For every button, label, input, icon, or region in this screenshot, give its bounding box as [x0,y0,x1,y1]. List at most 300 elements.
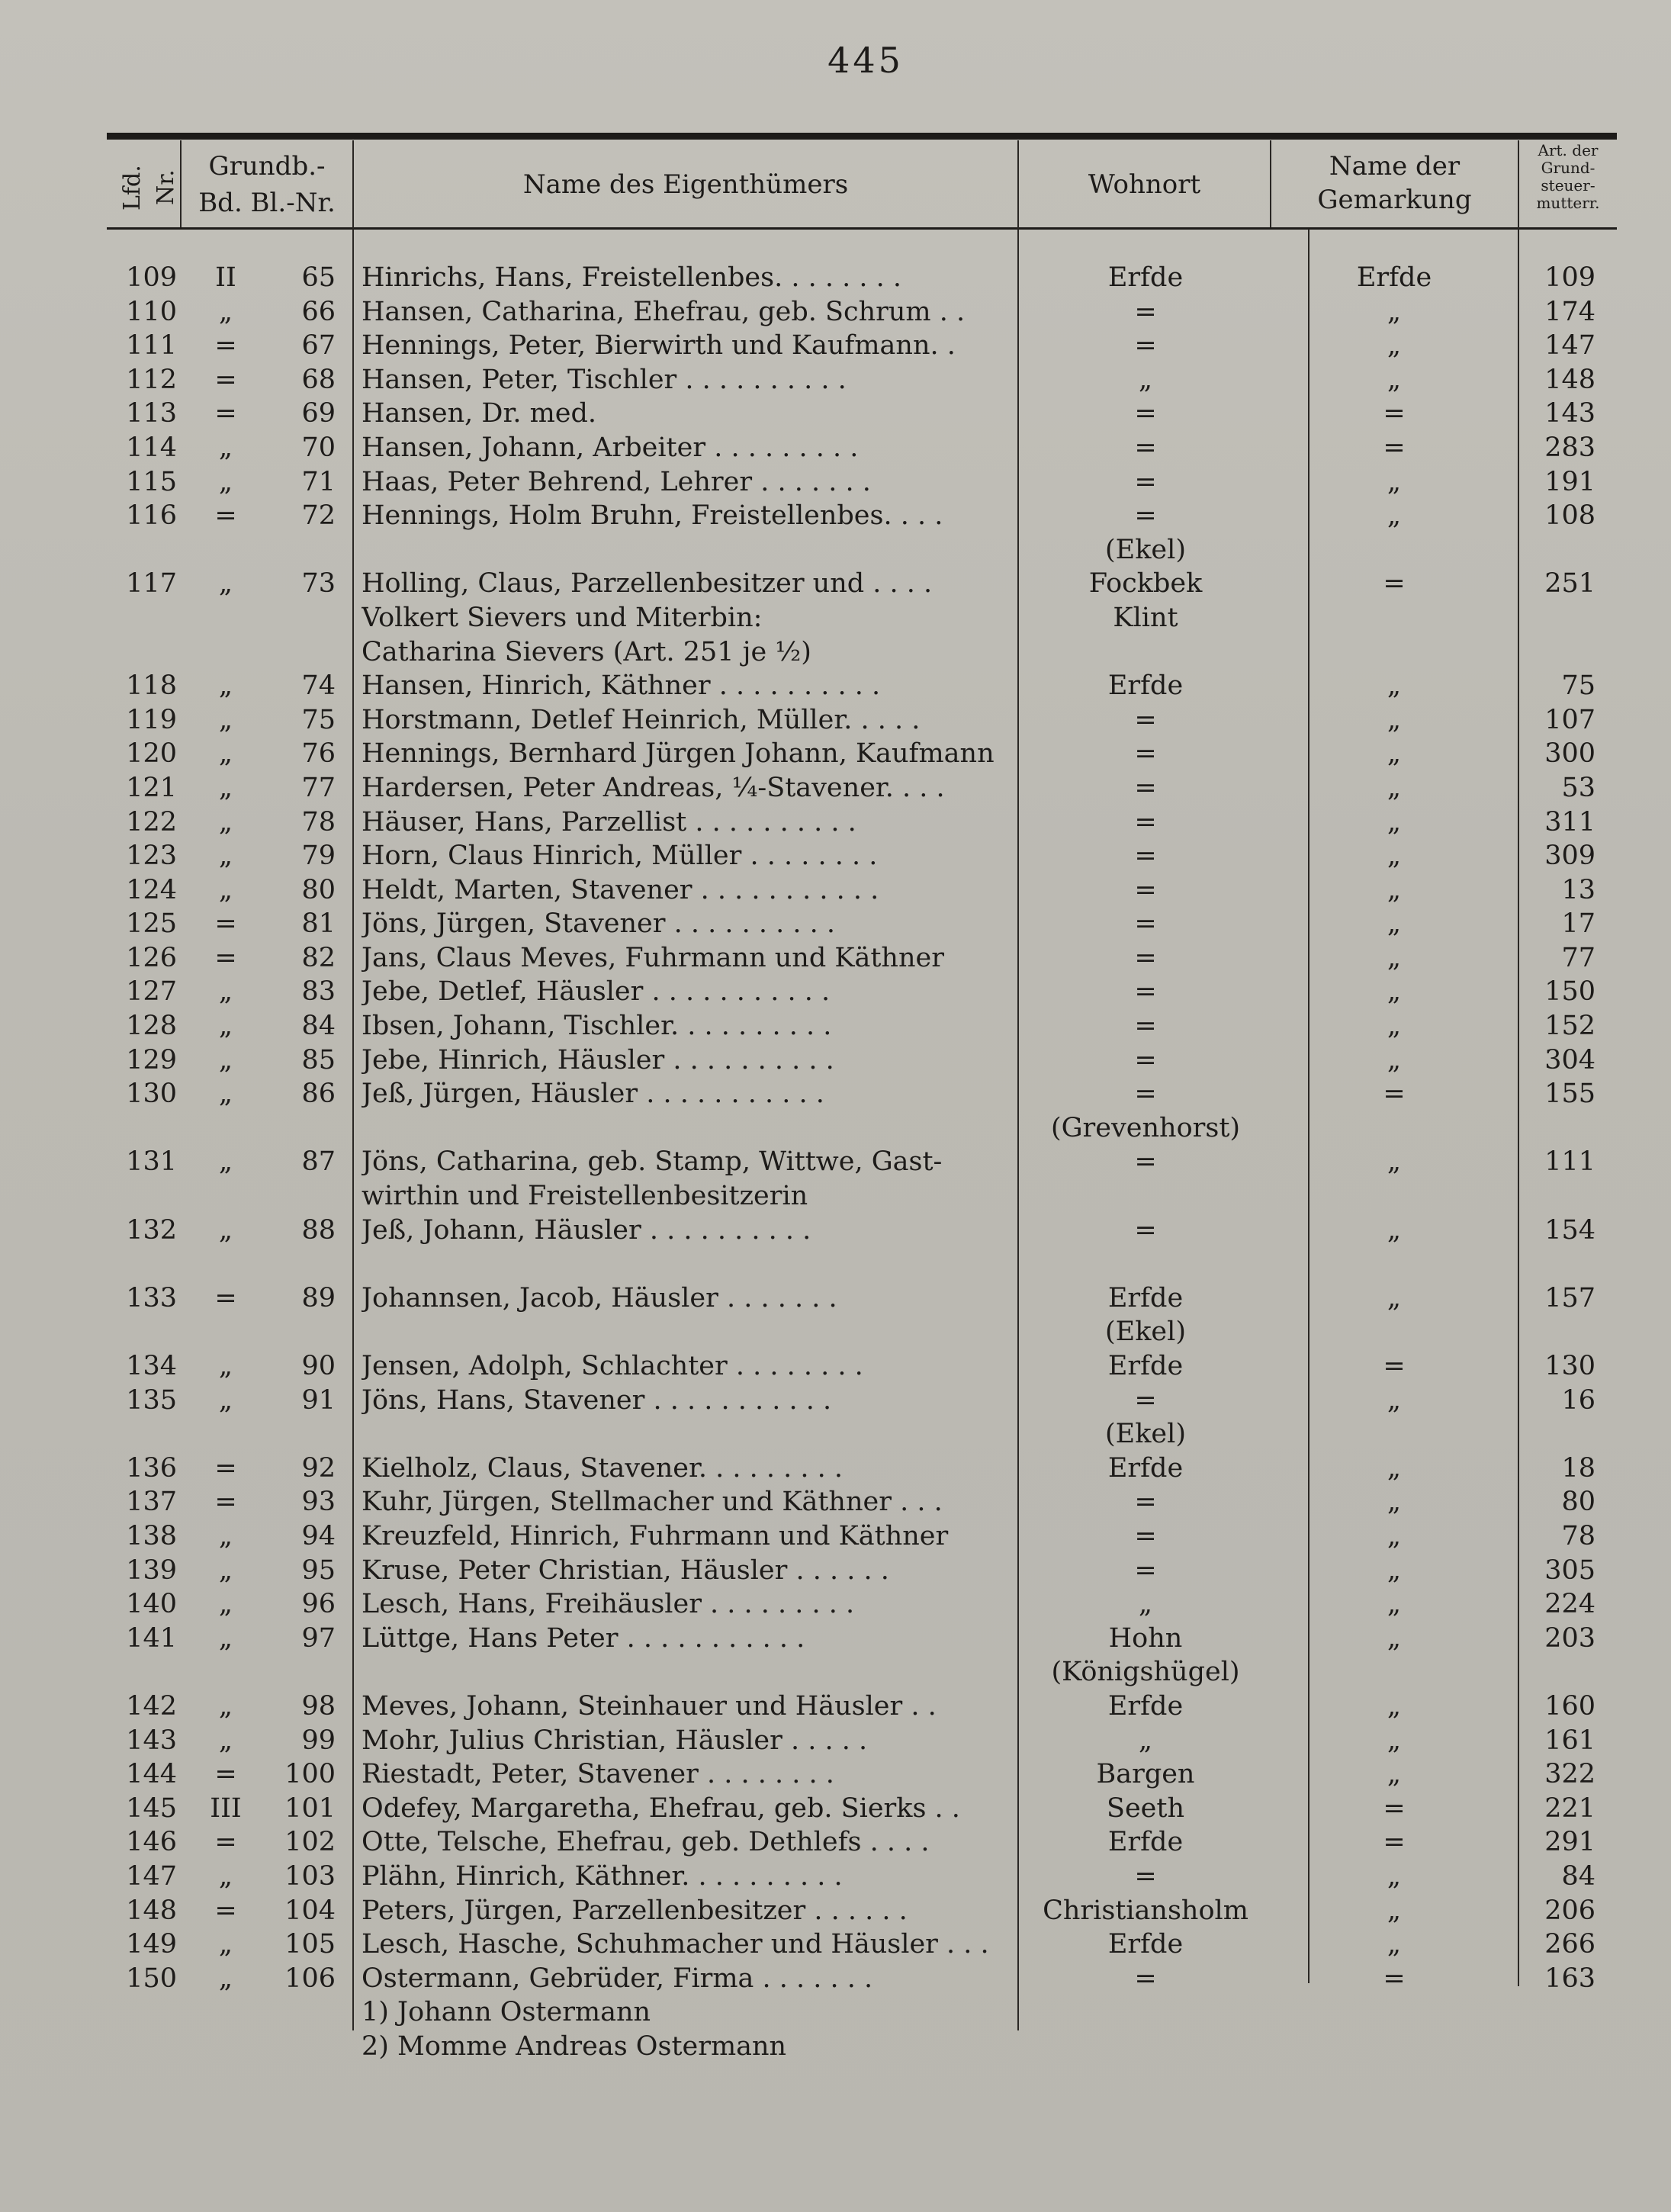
cell-gemarkung: = [1383,398,1406,429]
table-row [0,1349,1671,1384]
cell-artikel: 283 [1544,432,1595,463]
header-artikel-line3: steuer- [1541,176,1595,195]
cell-wohnort: Seeth [1106,1792,1184,1824]
cell-wohnort: (Ekel) [1105,534,1186,565]
cell-grundbuch-band: „ [218,1555,233,1586]
cell-owner-name: Jöns, Jürgen, Stavener . . . . . . . . . . [362,908,835,940]
cell-gemarkung: „ [1387,908,1402,940]
cell-owner-name: Volkert Sievers und Miterbin: [362,602,763,633]
table-row [0,261,1671,295]
cell-gemarkung: „ [1387,1622,1402,1654]
cell-grundbuch-band: „ [218,806,233,838]
cell-gemarkung: = [1383,1351,1406,1381]
cell-lfd-nr: 127 [126,976,177,1008]
cell-grundbuch-band: „ [218,1044,233,1075]
cell-wohnort: = [1134,908,1157,940]
cell-owner-name: Haas, Peter Behrend, Lehrer . . . . . . . [362,466,871,497]
cell-gemarkung: = [1383,432,1406,463]
cell-artikel: 13 [1561,874,1595,905]
cell-grundbuch-blatt: 93 [301,1487,336,1518]
cell-artikel: 221 [1544,1792,1595,1824]
cell-lfd-nr: 123 [126,841,177,872]
header-name: Name des Eigenthümers [522,169,849,200]
table-row [0,1214,1671,1248]
cell-grundbuch-blatt: 98 [301,1690,336,1722]
cell-grundbuch-band: „ [218,704,233,735]
cell-gemarkung: Erfde [1356,262,1432,293]
cell-wohnort: Erfde [1107,1282,1184,1313]
cell-lfd-nr: 122 [126,806,177,838]
cell-grundbuch-blatt: 85 [301,1044,336,1075]
table-row [0,1315,1671,1349]
cell-wohnort: Bargen [1096,1759,1195,1790]
cell-grundbuch-band: „ [218,1214,233,1246]
cell-grundbuch-blatt: 97 [301,1622,336,1654]
table-row [0,1111,1671,1146]
cell-owner-name: Kuhr, Jürgen, Stellmacher und Käthner . . . [362,1487,943,1518]
cell-grundbuch-band: „ [218,772,233,803]
cell-grundbuch-blatt: 89 [301,1282,336,1313]
cell-wohnort: = [1134,1520,1157,1551]
table-row [0,1724,1671,1758]
cell-lfd-nr: 129 [126,1044,177,1075]
cell-artikel: 108 [1544,500,1595,532]
cell-lfd-nr: 112 [126,364,177,395]
cell-gemarkung: „ [1387,772,1402,803]
cell-gemarkung: „ [1387,1555,1402,1586]
cell-lfd-nr: 131 [126,1146,177,1178]
table-row [0,465,1671,500]
cell-lfd-nr: 137 [126,1487,177,1518]
cell-grundbuch-band: = [214,330,237,362]
cell-artikel: 53 [1561,772,1595,803]
table-row [0,1519,1671,1554]
cell-wohnort: = [1134,330,1157,362]
cell-artikel: 143 [1544,398,1595,429]
cell-artikel: 148 [1544,364,1595,395]
cell-artikel: 80 [1561,1487,1595,1518]
table-row [0,1757,1671,1792]
table-row [0,1690,1671,1724]
cell-owner-name: Jeß, Jürgen, Häusler . . . . . . . . . . . [362,1079,824,1110]
cell-grundbuch-band: „ [218,1860,233,1892]
cell-grundbuch-band: = [214,942,237,973]
cell-owner-name: Jebe, Detlef, Häusler . . . . . . . . . . . [362,976,831,1008]
cell-gemarkung: „ [1387,1452,1402,1484]
cell-grundbuch-blatt: 69 [301,398,336,429]
cell-owner-name: Hardersen, Peter Andreas, ¼-Stavener. . . . [362,772,945,803]
cell-artikel: 150 [1544,976,1595,1008]
cell-wohnort: = [1134,1011,1157,1042]
cell-grundbuch-blatt: 87 [301,1146,336,1178]
cell-gemarkung: „ [1387,1146,1402,1178]
cell-grundbuch-blatt: 102 [284,1827,336,1858]
table-row [0,1009,1671,1043]
cell-artikel: 266 [1544,1929,1595,1960]
cell-grundbuch-blatt: 88 [301,1214,336,1246]
cell-grundbuch-band: = [214,1827,237,1858]
cell-lfd-nr: 143 [126,1725,177,1756]
table-row [0,669,1671,703]
cell-grundbuch-blatt: 77 [301,772,336,803]
cell-grundbuch-blatt: 79 [301,841,336,872]
cell-grundbuch-blatt: 76 [301,738,336,770]
cell-gemarkung: „ [1387,806,1402,838]
cell-owner-name: Hinrichs, Hans, Freistellenbes. . . . . . . . [362,262,901,293]
cell-wohnort: (Ekel) [1105,1419,1186,1450]
cell-lfd-nr: 147 [126,1860,177,1892]
cell-wohnort: Erfde [1107,262,1184,293]
cell-grundbuch-band: „ [218,670,233,702]
cell-lfd-nr: 114 [126,432,177,463]
table-row [0,1655,1671,1690]
cell-wohnort: = [1134,738,1157,770]
cell-grundbuch-band: „ [218,1146,233,1178]
cell-gemarkung: „ [1387,874,1402,905]
cell-lfd-nr: 132 [126,1214,177,1246]
cell-owner-name: Kreuzfeld, Hinrich, Fuhrmann und Käthner [362,1520,949,1551]
cell-gemarkung: „ [1387,1690,1402,1722]
cell-wohnort: = [1134,704,1157,735]
cell-lfd-nr: 117 [126,568,177,600]
cell-grundbuch-blatt: 67 [301,330,336,362]
table-row [0,1825,1671,1860]
cell-gemarkung: „ [1387,670,1402,702]
cell-artikel: 305 [1544,1555,1595,1586]
cell-owner-name: Ostermann, Gebrüder, Firma . . . . . . . [362,1963,873,1994]
cell-wohnort: = [1134,1555,1157,1586]
cell-grundbuch-blatt: 100 [284,1759,336,1790]
cell-lfd-nr: 126 [126,942,177,973]
cell-wohnort: = [1134,976,1157,1008]
cell-wohnort: = [1134,1079,1157,1110]
cell-gemarkung: „ [1387,500,1402,532]
cell-grundbuch-band: = [214,1895,237,1926]
cell-artikel: 154 [1544,1214,1595,1246]
cell-wohnort: = [1134,841,1157,872]
table-row [0,1281,1671,1316]
cell-lfd-nr: 146 [126,1827,177,1858]
cell-owner-name: Hennings, Holm Bruhn, Freistellenbes. . . . [362,500,943,532]
cell-owner-name: Lüttge, Hans Peter . . . . . . . . . . . [362,1622,805,1654]
cell-grundbuch-blatt: 91 [301,1384,336,1416]
cell-owner-name: Lesch, Hans, Freihäusler . . . . . . . . . [362,1589,855,1620]
cell-grundbuch-band: = [214,1452,237,1484]
cell-grundbuch-blatt: 106 [284,1963,336,1994]
cell-wohnort: Erfde [1107,1827,1184,1858]
cell-grundbuch-band: „ [218,568,233,600]
cell-owner-name: Johannsen, Jacob, Häusler . . . . . . . [362,1282,837,1313]
cell-wohnort: „ [1138,1589,1153,1620]
cell-lfd-nr: 140 [126,1589,177,1620]
cell-grundbuch-band: „ [218,466,233,497]
cell-gemarkung: „ [1387,330,1402,362]
table-row [0,1145,1671,1179]
cell-owner-name: Odefey, Margaretha, Ehefrau, geb. Sierks . . [362,1792,960,1824]
header-artikel-line1: Art. der [1538,141,1599,159]
table-row [0,737,1671,771]
cell-grundbuch-band: = [214,1759,237,1790]
cell-grundbuch-band: „ [218,1520,233,1551]
table-row [0,771,1671,805]
cell-grundbuch-band: = [214,364,237,395]
cell-grundbuch-band: „ [218,976,233,1008]
cell-artikel: 311 [1544,806,1595,838]
table-row [0,363,1671,397]
cell-gemarkung: „ [1387,1044,1402,1075]
cell-grundbuch-band: II [215,262,236,293]
header-artikel-line2: Grund- [1541,159,1595,177]
cell-wohnort: (Grevenhorst) [1050,1112,1241,1143]
cell-owner-name: Horn, Claus Hinrich, Müller . . . . . . . . [362,841,878,872]
cell-artikel: 130 [1544,1351,1595,1381]
cell-gemarkung: „ [1387,1011,1402,1042]
table-row [0,1927,1671,1962]
cell-artikel: 147 [1544,330,1595,362]
header-grundbuch-line2: Bd. Bl.-Nr. [198,188,336,218]
cell-lfd-nr: 111 [126,330,177,362]
cell-grundbuch-band: = [214,1487,237,1518]
cell-artikel: 322 [1544,1759,1595,1790]
cell-wohnort: (Königshügel) [1051,1657,1240,1688]
cell-owner-name: Peters, Jürgen, Parzellenbesitzer . . . . . . [362,1895,908,1926]
table-row [0,533,1671,567]
cell-grundbuch-blatt: 104 [284,1895,336,1926]
cell-gemarkung: = [1383,1963,1406,1994]
table-row [0,839,1671,873]
cell-artikel: 157 [1544,1282,1595,1313]
cell-grundbuch-blatt: 71 [301,466,336,497]
cell-owner-name: Hansen, Johann, Arbeiter . . . . . . . . . [362,432,859,463]
cell-gemarkung: „ [1387,841,1402,872]
cell-grundbuch-band: „ [218,432,233,463]
cell-gemarkung: „ [1387,1520,1402,1551]
cell-gemarkung: = [1383,1827,1406,1858]
cell-owner-name: Lesch, Hasche, Schuhmacher und Häusler . . . [362,1929,989,1960]
table-row [0,1962,1671,1996]
cell-artikel: 107 [1544,704,1595,735]
cell-grundbuch-band: „ [218,1622,233,1654]
cell-lfd-nr: 135 [126,1384,177,1416]
cell-artikel: 206 [1544,1895,1595,1926]
cell-wohnort: Christiansholm [1043,1895,1248,1926]
cell-grundbuch-blatt: 99 [301,1725,336,1756]
cell-wohnort: Erfde [1107,670,1184,702]
cell-wohnort: Erfde [1107,1929,1184,1960]
cell-lfd-nr: 118 [126,670,177,702]
cell-lfd-nr: 134 [126,1351,177,1381]
cell-artikel: 75 [1561,670,1595,702]
cell-grundbuch-band: „ [218,1589,233,1620]
cell-artikel: 224 [1544,1589,1595,1620]
table-row [0,1995,1671,2030]
cell-grundbuch-band: „ [218,841,233,872]
cell-grundbuch-band: „ [218,1929,233,1960]
cell-wohnort: „ [1138,1725,1153,1756]
header-bottom-rule [107,227,1617,230]
cell-wohnort: Hohn [1108,1622,1183,1654]
table-row [0,499,1671,533]
cell-wohnort: = [1134,500,1157,532]
cell-grundbuch-blatt: 95 [301,1555,336,1586]
cell-artikel: 191 [1544,466,1595,497]
table-row [0,397,1671,431]
table-row [0,1894,1671,1928]
cell-owner-name: wirthin und Freistellenbesitzerin [362,1181,808,1212]
cell-gemarkung: „ [1387,942,1402,973]
cell-artikel: 203 [1544,1622,1595,1654]
cell-gemarkung: „ [1387,466,1402,497]
table-row [0,1077,1671,1111]
table-row [0,2030,1671,2064]
table-row [0,601,1671,635]
cell-wohnort: = [1134,942,1157,973]
cell-lfd-nr: 142 [126,1690,177,1722]
cell-lfd-nr: 125 [126,908,177,940]
cell-wohnort: (Ekel) [1105,1317,1186,1348]
cell-owner-name: Hansen, Hinrich, Käthner . . . . . . . . . . [362,670,881,702]
cell-lfd-nr: 124 [126,874,177,905]
cell-grundbuch-band: „ [218,1690,233,1722]
cell-wohnort: Erfde [1107,1690,1184,1722]
table-row [0,703,1671,738]
cell-grundbuch-band: „ [218,1725,233,1756]
cell-owner-name: Häuser, Hans, Parzellist . . . . . . . . . . [362,806,856,838]
cell-owner-name: Hansen, Catharina, Ehefrau, geb. Schrum . . [362,296,966,327]
cell-owner-name: Hansen, Peter, Tischler . . . . . . . . . . [362,364,847,395]
table-row [0,1622,1671,1656]
table-row [0,1860,1671,1894]
cell-lfd-nr: 150 [126,1963,177,1994]
cell-wohnort: Erfde [1107,1452,1184,1484]
cell-lfd-nr: 113 [126,398,177,429]
cell-artikel: 161 [1544,1725,1595,1756]
cell-lfd-nr: 109 [126,262,177,293]
cell-owner-name: Holling, Claus, Parzellenbesitzer und . . . . [362,568,933,600]
cell-wohnort: = [1134,1963,1157,1994]
cell-owner-name: Kielholz, Claus, Stavener. . . . . . . . . [362,1452,844,1484]
cell-owner-name: Jöns, Hans, Stavener . . . . . . . . . . . [362,1384,832,1416]
cell-gemarkung: „ [1387,738,1402,770]
cell-grundbuch-band: „ [218,1079,233,1110]
cell-gemarkung: „ [1387,976,1402,1008]
cell-owner-name: Meves, Johann, Steinhauer und Häusler . . [362,1690,937,1722]
cell-grundbuch-blatt: 90 [301,1351,336,1381]
cell-artikel: 163 [1544,1963,1595,1994]
cell-gemarkung: = [1383,1079,1406,1110]
table-row [0,873,1671,908]
header-lfd-nr: Lfd. Nr. [119,165,179,211]
cell-lfd-nr: 133 [126,1282,177,1313]
header-gemarkung-line1: Name der [1329,151,1461,182]
cell-grundbuch-band: „ [218,1963,233,1994]
cell-wohnort: Klint [1113,602,1178,633]
table-row [0,805,1671,840]
cell-owner-name: Hennings, Peter, Bierwirth und Kaufmann. . [362,330,956,362]
cell-artikel: 109 [1544,262,1595,293]
cell-lfd-nr: 130 [126,1079,177,1110]
cell-artikel: 84 [1561,1860,1595,1892]
cell-artikel: 152 [1544,1011,1595,1042]
cell-owner-name: Plähn, Hinrich, Käthner. . . . . . . . . . [362,1860,843,1892]
cell-artikel: 155 [1544,1079,1595,1110]
cell-artikel: 16 [1561,1384,1595,1416]
cell-grundbuch-blatt: 86 [301,1079,336,1110]
cell-gemarkung: = [1383,1792,1406,1824]
table-row [0,1792,1671,1826]
cell-gemarkung: „ [1387,1589,1402,1620]
table-row [0,1179,1671,1214]
cell-gemarkung: „ [1387,1214,1402,1246]
cell-grundbuch-blatt: 103 [284,1860,336,1892]
cell-artikel: 160 [1544,1690,1595,1722]
cell-wohnort: „ [1138,364,1153,395]
table-row [0,975,1671,1009]
cell-lfd-nr: 144 [126,1759,177,1790]
cell-grundbuch-blatt: 83 [301,976,336,1008]
cell-grundbuch-blatt: 66 [301,296,336,327]
cell-gemarkung: „ [1387,704,1402,735]
cell-grundbuch-band: = [214,1282,237,1313]
cell-grundbuch-band: „ [218,738,233,770]
page-number: 445 [827,40,904,81]
cell-grundbuch-blatt: 82 [301,942,336,973]
table-row [0,1417,1671,1452]
cell-owner-name: Horstmann, Detlef Heinrich, Müller. . . . . [362,704,921,735]
cell-artikel: 111 [1544,1146,1595,1178]
cell-owner-name: 1) Johann Ostermann [362,1997,651,2028]
cell-gemarkung: „ [1387,1725,1402,1756]
table-row [0,1384,1671,1418]
cell-wohnort: Erfde [1107,1351,1184,1381]
cell-grundbuch-blatt: 94 [301,1520,336,1551]
cell-grundbuch-blatt: 73 [301,568,336,600]
cell-owner-name: Ibsen, Johann, Tischler. . . . . . . . . . [362,1011,832,1042]
cell-wohnort: = [1134,1384,1157,1416]
cell-gemarkung: „ [1387,1895,1402,1926]
cell-wohnort: = [1134,1487,1157,1518]
cell-owner-name: Jensen, Adolph, Schlachter . . . . . . . . [362,1351,863,1381]
cell-grundbuch-band: = [214,398,237,429]
cell-grundbuch-blatt: 68 [301,364,336,395]
cell-owner-name: Hennings, Bernhard Jürgen Johann, Kaufmann [362,738,995,770]
cell-lfd-nr: 139 [126,1555,177,1586]
cell-lfd-nr: 120 [126,738,177,770]
header-gemarkung-line2: Gemarkung [1317,185,1472,215]
cell-grundbuch-blatt: 84 [301,1011,336,1042]
table-row [0,1452,1671,1486]
cell-artikel: 18 [1561,1452,1595,1484]
cell-grundbuch-band: „ [218,1384,233,1416]
cell-grundbuch-band: „ [218,1011,233,1042]
cell-artikel: 309 [1544,841,1595,872]
cell-owner-name: Riestadt, Peter, Stavener . . . . . . . . [362,1759,834,1790]
header-grundbuch-line1: Grundb.- [208,151,326,182]
cell-wohnort: = [1134,1860,1157,1892]
cell-gemarkung: „ [1387,1487,1402,1518]
cell-owner-name: Hansen, Dr. med. [362,398,597,429]
header-artikel-line4: mutterr. [1536,194,1600,212]
cell-grundbuch-blatt: 105 [284,1929,336,1960]
cell-wohnort: = [1134,1044,1157,1075]
table-row [0,1247,1671,1281]
table-row [0,329,1671,363]
cell-artikel: 78 [1561,1520,1595,1551]
cell-gemarkung: „ [1387,1282,1402,1313]
cell-grundbuch-blatt: 92 [301,1452,336,1484]
table-row [0,635,1671,670]
cell-lfd-nr: 116 [126,500,177,532]
